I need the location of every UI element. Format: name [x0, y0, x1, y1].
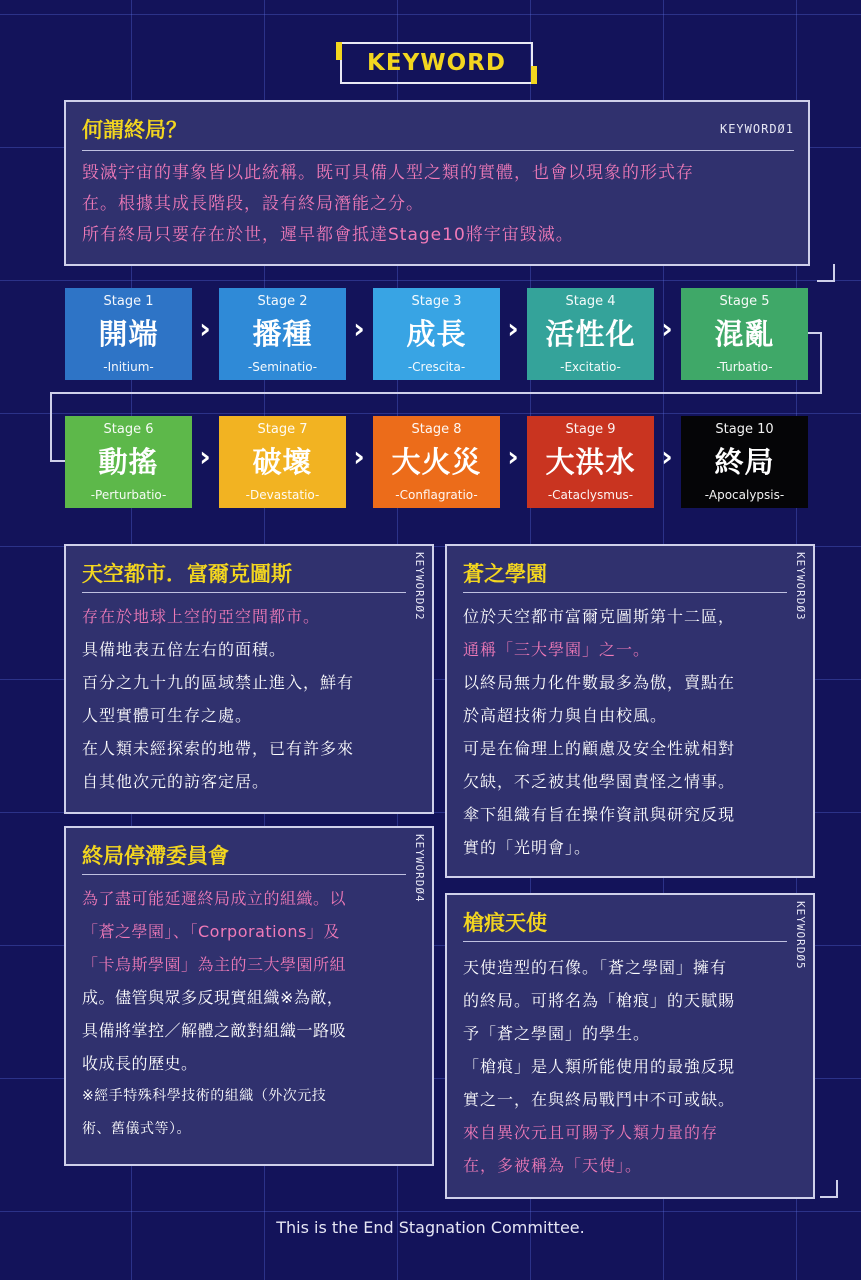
keyword02-line-4: 人型實體可生存之處。 — [82, 706, 253, 725]
keyword02-divider — [82, 592, 406, 593]
stage-7-box — [219, 416, 346, 508]
stage-9-number: Stage 9 — [565, 422, 616, 437]
keyword03-tag: KEYWORDØ3 — [794, 552, 807, 621]
chevron-right-icon: › — [507, 440, 519, 473]
keyword04-divider — [82, 874, 406, 875]
keyword02-line-6: 自其他次元的訪客定居。 — [82, 772, 270, 791]
stage-2-box — [219, 288, 346, 380]
keyword02-line-5: 在人類未經探索的地帶，已有許多來 — [82, 739, 355, 758]
stage-8-latin: -Conflagratio- — [395, 488, 478, 502]
keyword02-line-1: 存在於地球上空的亞空間都市。 — [82, 607, 321, 626]
stage-8-box — [373, 416, 500, 508]
keyword03-line-2: 通稱「三大學園」之一。 — [463, 640, 651, 659]
keyword05-title: 槍痕天使 — [463, 911, 547, 935]
footer-tagline: This is the End Stagnation Committee. — [276, 1218, 585, 1237]
keyword05-line-3: 予「蒼之學園」的學生。 — [463, 1024, 651, 1043]
chevron-right-icon: › — [661, 440, 673, 473]
keyword03-line-6: 欠缺，不乏被其他學園責怪之情事。 — [463, 772, 736, 791]
stage-5-latin: -Turbatio- — [716, 360, 773, 374]
keyword05-panel — [445, 893, 815, 1199]
stage-4-box — [527, 288, 654, 380]
keyword04-title: 終局停滯委員會 — [82, 844, 229, 868]
stage-4-number: Stage 4 — [565, 294, 616, 309]
keyword01-corner — [817, 264, 835, 282]
stage-7-name: 破壞 — [252, 445, 313, 479]
keyword03-body — [463, 600, 735, 864]
keyword04-line-4: 成。儘管與眾多反現實組織※為敵， — [82, 988, 344, 1007]
stage-connector-in — [50, 460, 66, 462]
keyword05-line-7: 在，多被稱為「天使」。 — [463, 1156, 643, 1175]
stage-2-number: Stage 2 — [257, 294, 308, 309]
stage-10-number: Stage 10 — [715, 422, 774, 437]
stage-10-box — [681, 416, 808, 508]
stage-6-box — [65, 416, 192, 508]
stage-1-box — [65, 288, 192, 380]
stage-3-name: 成長 — [406, 317, 467, 351]
keyword05-line-4: 「槍痕」是人類所能使用的最強反現 — [463, 1057, 736, 1076]
stage-9-latin: -Cataclysmus- — [547, 488, 634, 502]
stage-10-name: 終局 — [714, 445, 775, 479]
keyword04-body — [82, 882, 346, 1146]
stage-7-number: Stage 7 — [257, 422, 308, 437]
stage-6-latin: -Perturbatio- — [90, 488, 167, 502]
keyword03-line-3: 以終局無力化件數最多為傲，賣點在 — [463, 673, 736, 692]
chevron-right-icon: › — [661, 312, 673, 345]
keyword02-line-3: 百分之九十九的區域禁止進入，鮮有 — [82, 673, 355, 692]
keyword01-line-3: 所有終局只要存在於世，遲早都會抵達Stage10將宇宙毀滅。 — [82, 225, 574, 245]
chevron-right-icon: › — [507, 312, 519, 345]
keyword02-body — [82, 600, 354, 798]
stage-7-latin: -Devastatio- — [245, 488, 320, 502]
keyword04-line-7: ※經手特殊科學技術的組織（外次元技 — [82, 1088, 327, 1104]
stage-9-box — [527, 416, 654, 508]
keyword01-line-1: 毀滅宇宙的事象皆以此統稱。既可具備人型之類的實體，也會以現象的形式存 — [82, 163, 694, 183]
stage-8-name: 大火災 — [391, 445, 482, 479]
stage-connector — [808, 332, 822, 394]
keyword-header — [340, 42, 533, 84]
keyword05-tag: KEYWORDØ5 — [794, 901, 807, 970]
stage-5-name: 混亂 — [714, 317, 775, 351]
stage-4-name: 活性化 — [545, 317, 636, 351]
stage-6-name: 動搖 — [98, 445, 159, 479]
keyword-header-label: KEYWORD — [367, 50, 506, 76]
keyword01-panel — [64, 100, 810, 266]
stage-3-box — [373, 288, 500, 380]
stage-1-name: 開端 — [98, 317, 159, 351]
stage-2-latin: -Seminatio- — [247, 360, 318, 374]
keyword03-divider — [463, 592, 787, 593]
chevron-right-icon: › — [199, 440, 211, 473]
keyword04-line-5: 具備將掌控／解體之敵對組織一路吸 — [82, 1021, 347, 1040]
keyword05-body — [463, 951, 735, 1182]
keyword01-tag: KEYWORDØ1 — [719, 122, 794, 136]
stage-6-number: Stage 6 — [103, 422, 154, 437]
keyword02-line-2: 具備地表五倍左右的面積。 — [82, 640, 287, 659]
keyword03-line-4: 於高超技術力與自由校風。 — [463, 706, 668, 725]
stage-3-number: Stage 3 — [411, 294, 462, 309]
keyword04-line-1: 為了盡可能延遲終局成立的組織。以 — [82, 889, 347, 908]
keyword02-title: 天空都市．富爾克圖斯 — [82, 562, 292, 586]
keyword02-tag: KEYWORDØ2 — [413, 552, 426, 621]
keyword01-line-2: 在。根據其成長階段，設有終局潛能之分。 — [82, 194, 424, 214]
chevron-right-icon: › — [353, 312, 365, 345]
keyword04-line-6: 收成長的歷史。 — [82, 1054, 198, 1073]
keyword05-line-6: 來自異次元且可賜予人類力量的存 — [463, 1123, 719, 1142]
keyword04-tag: KEYWORDØ4 — [413, 834, 426, 903]
keyword01-divider — [82, 150, 794, 151]
keyword03-line-1: 位於天空都市富爾克圖斯第十二區， — [463, 607, 736, 626]
keyword03-panel — [445, 544, 815, 878]
stage-8-number: Stage 8 — [411, 422, 462, 437]
keyword01-title: 何謂終局？ — [82, 118, 187, 142]
stage-2-name: 播種 — [252, 317, 313, 351]
stage-1-number: Stage 1 — [103, 294, 154, 309]
keyword04-panel — [64, 826, 434, 1166]
chevron-right-icon: › — [199, 312, 211, 345]
keyword01-body — [82, 158, 694, 251]
keyword03-line-8: 實的「光明會」。 — [463, 838, 592, 857]
stage-4-latin: -Excitatio- — [560, 360, 621, 374]
keyword03-line-5: 可是在倫理上的顧慮及安全性就相對 — [463, 739, 736, 758]
keyword05-divider — [463, 941, 787, 942]
keyword03-title: 蒼之學園 — [463, 562, 547, 586]
chevron-right-icon: › — [353, 440, 365, 473]
keyword04-line-2: 「蒼之學園」、「Corporations」及 — [82, 922, 340, 941]
keyword02-panel — [64, 544, 434, 814]
stage-5-box — [681, 288, 808, 380]
keyword05-line-2: 的終局。可將名為「槍痕」的天賦賜 — [463, 991, 736, 1010]
stage-connector-line — [50, 392, 822, 394]
stage-3-latin: -Crescita- — [407, 360, 466, 374]
keyword05-line-5: 實之一，在與終局戰鬥中不可或缺。 — [463, 1090, 736, 1109]
stage-10-latin: -Apocalypsis- — [704, 488, 785, 502]
stage-9-name: 大洪水 — [545, 445, 636, 479]
keyword05-line-1: 天使造型的石像。「蒼之學園」擁有 — [463, 958, 728, 977]
stage-1-latin: -Initium- — [103, 360, 154, 374]
keyword03-line-7: 傘下組織有旨在操作資訊與研究反現 — [463, 805, 736, 824]
stage-connector-down — [50, 392, 52, 462]
keyword05-corner — [820, 1180, 838, 1198]
stage-5-number: Stage 5 — [719, 294, 770, 309]
keyword04-line-3: 「卡烏斯學園」為主的三大學園所組 — [82, 955, 347, 974]
keyword04-line-8: 術、舊儀式等）。 — [82, 1121, 191, 1137]
